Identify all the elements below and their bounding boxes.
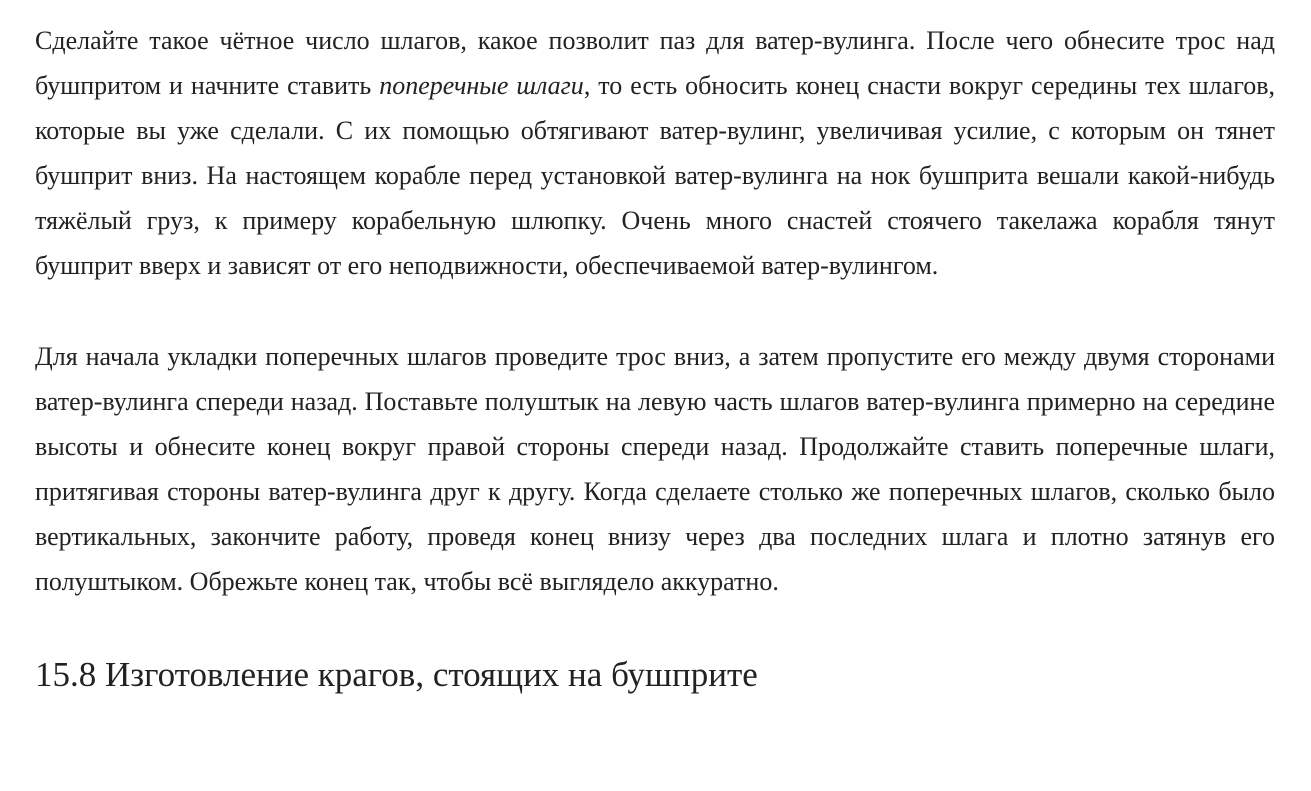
paragraph-1-text-end: , то есть обносить конец снасти вокруг середины тех шлагов, которые вы уже сделали. С их помощью обтягивают ватер-вулинг, увеличивая усилие, с которым он тянет бушприт вниз. На настоящем корабле перед установкой ватер-вулинга на нок бушприта вешали какой-нибудь тяжёлый груз, к примеру корабельную шлюпку. Очень много снастей стоячего такелажа корабля тянут бушприт вверх и зависят от его неподвижности, обеспечиваемой ватер-вулингом. xyxy=(35,71,1275,280)
document-page xyxy=(35,18,1275,698)
paragraph-1-text-start: Сделайте такое чётное число шлагов, какое позволит паз для ватер-вулинга. После чего обнесите трос над бушпритом и начните ставить xyxy=(35,26,1275,100)
paragraph-1-italic-term: поперечные шлаги xyxy=(379,71,584,100)
paragraph-2: Для начала укладки поперечных шлагов проведите трос вниз, а затем пропустите его между двумя сторонами ватер-вулинга спереди назад. Поставьте полуштык на левую часть шлагов ватер-вулинга примерно на середине высоты и обнесите конец вокруг правой стороны спереди назад. Продолжайте ставить поперечные шлаги, притягивая стороны ватер-вулинга друг к другу. Когда сделаете столько же поперечных шлагов, сколько было вертикальных, закончите работу, проведя конец внизу через два последних шлага и плотно затянув его полуштыком. Обрежьте конец так, чтобы всё выглядело аккуратно. xyxy=(35,342,1275,596)
section-number: 15.8 xyxy=(35,655,97,694)
section-heading xyxy=(35,652,1275,698)
paragraph-1 xyxy=(35,18,1275,288)
section-title: Изготовление крагов, стоящих на бушприте xyxy=(105,655,758,694)
